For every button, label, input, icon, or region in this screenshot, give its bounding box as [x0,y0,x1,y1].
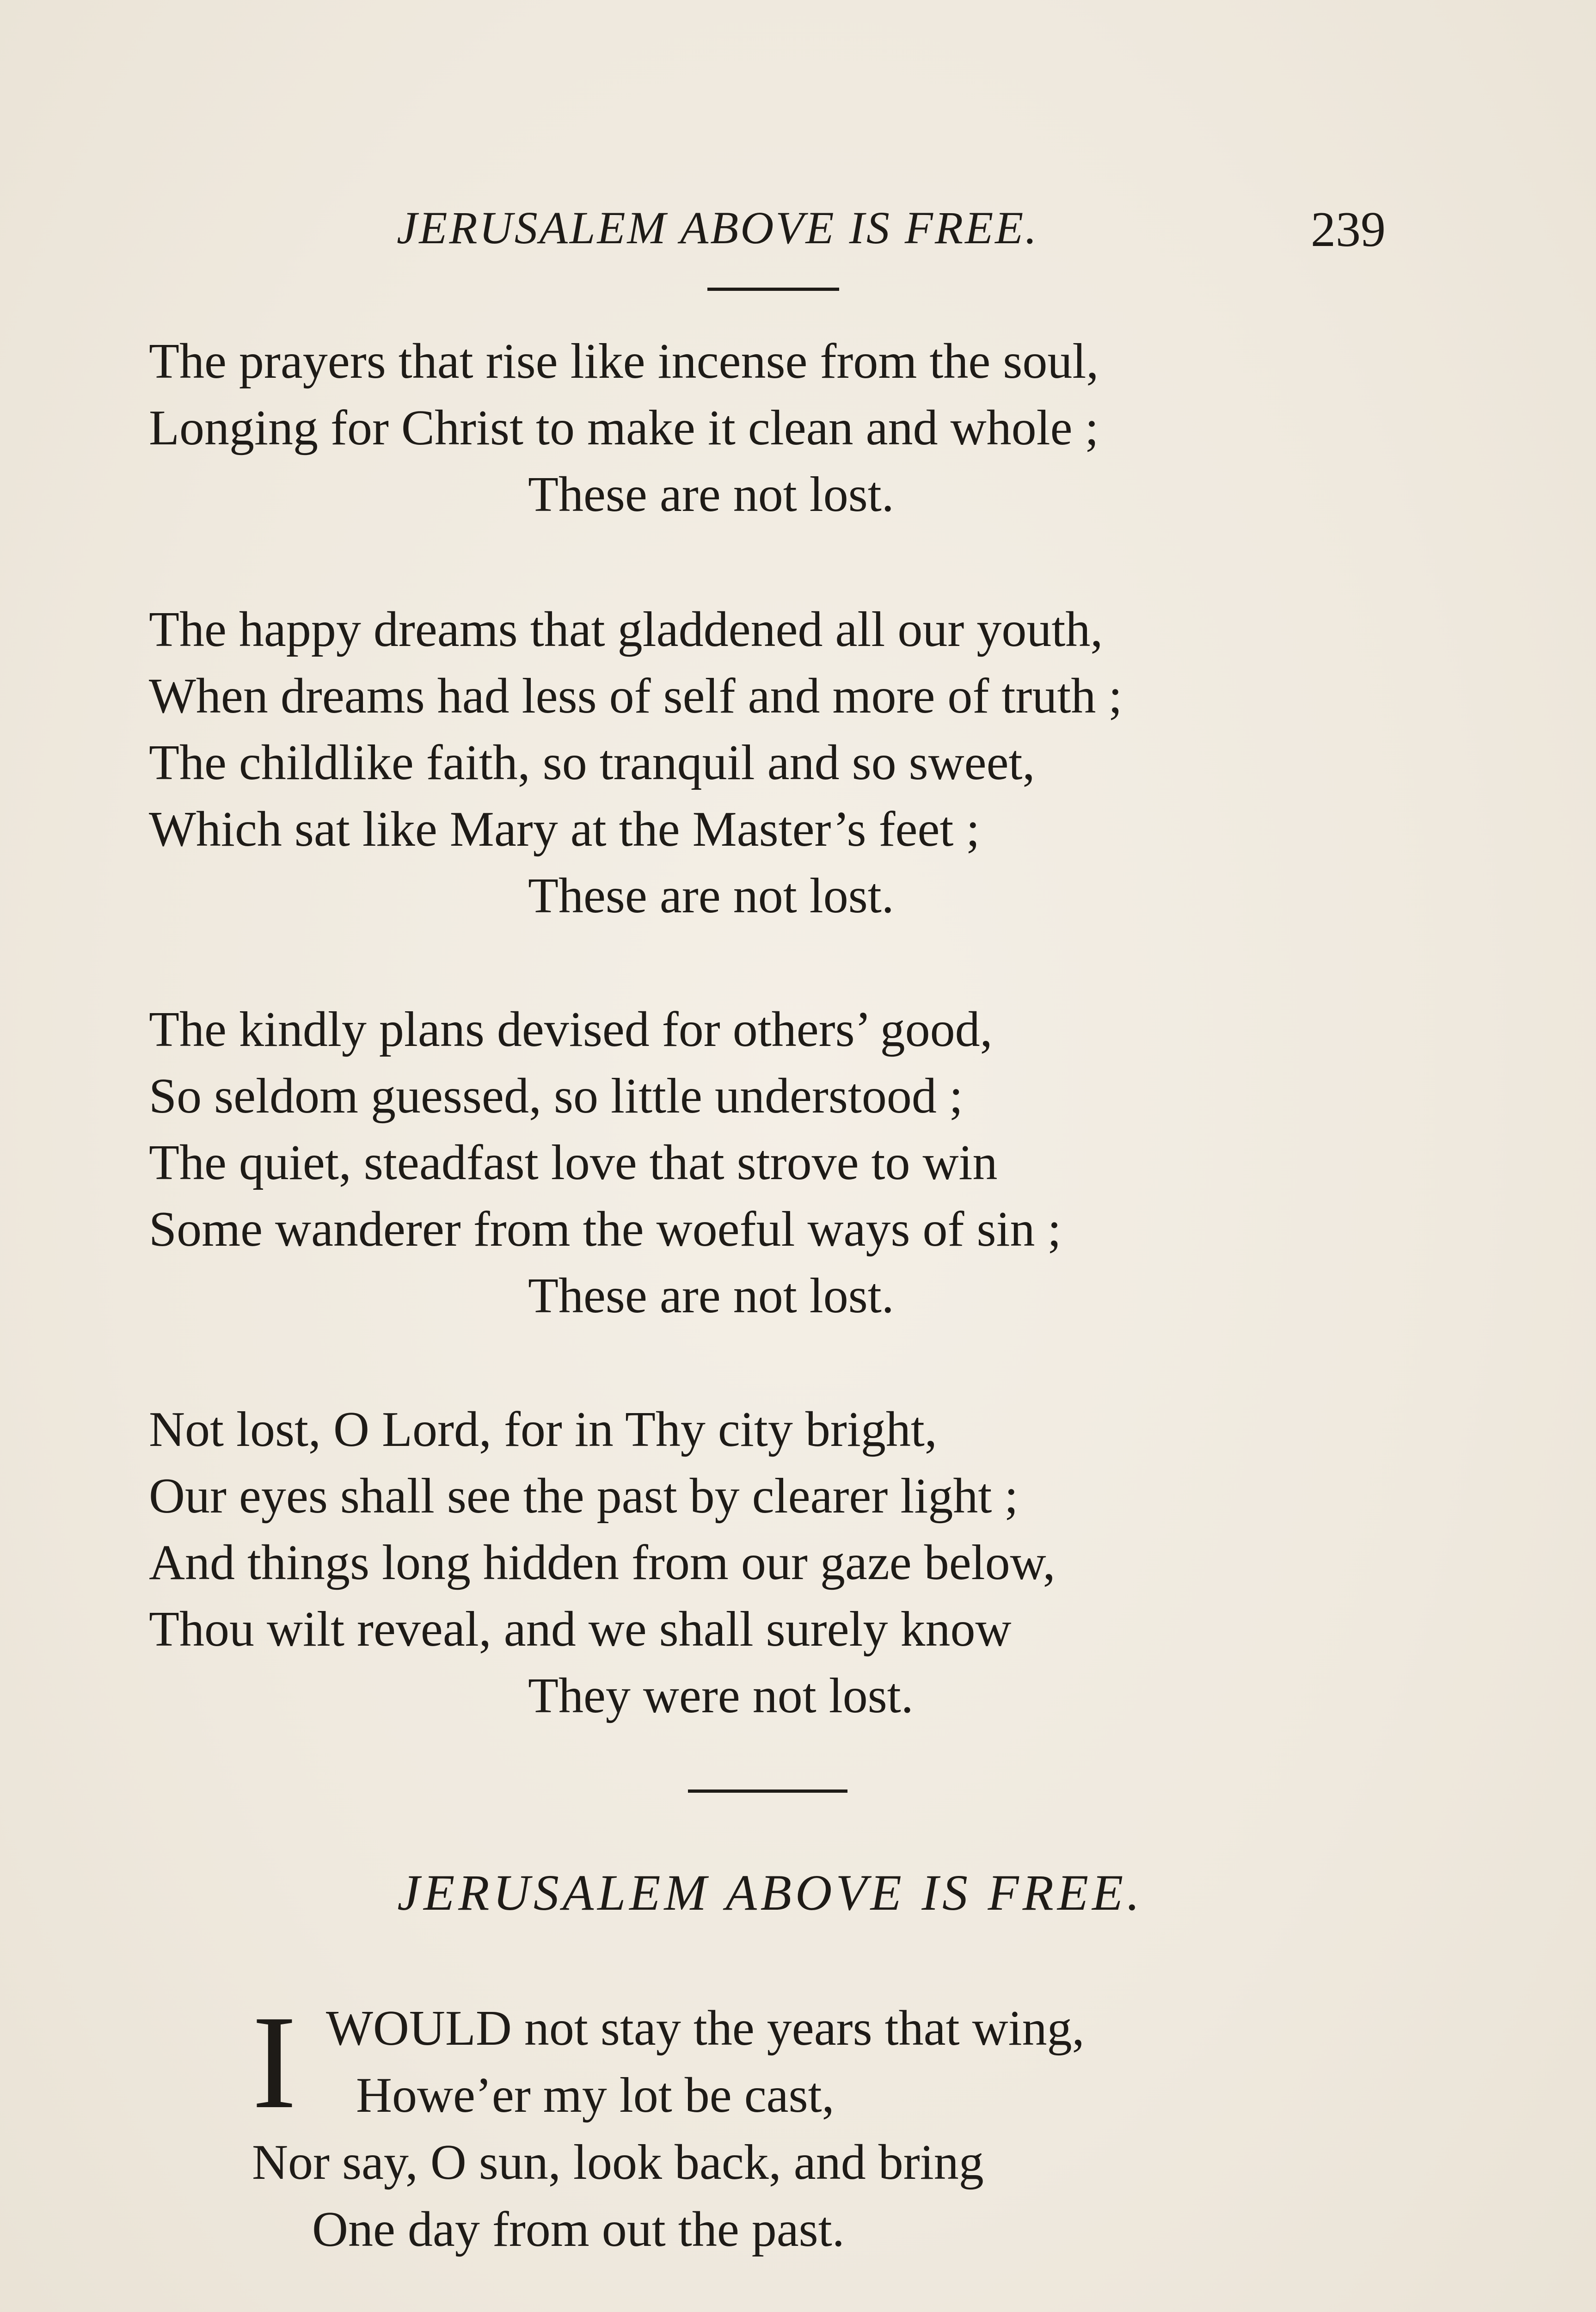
stanza-line: Not lost, O Lord, for in Thy city bright, [149,1402,937,1457]
stanza-line: The kindly plans devised for others’ good, [149,1002,993,1057]
stanza-line: So seldom guessed, so little understood ; [149,1069,963,1124]
stanza-line: Which sat like Mary at the Master’s feet ; [149,802,980,857]
stanza-refrain: These are not lost. [528,1268,894,1323]
stanza-line: Longing for Christ to make it clean and whole ; [149,400,1099,455]
stanza-line: The childlike faith, so tranquil and so sweet, [149,735,1035,790]
poem-line: Nor say, O sun, look back, and bring [252,2135,984,2190]
stanza-4 [149,1396,1434,1729]
stanza-1 [149,328,1434,528]
poem-line: Howe’er my lot be cast, [356,2068,835,2123]
stanza-refrain: These are not lost. [528,467,894,522]
page-number: 239 [1311,202,1386,257]
stanza-line: The prayers that rise like incense from the soul, [149,334,1099,389]
stanza-line: The happy dreams that gladdened all our youth, [149,602,1103,657]
stanza-line: Some wanderer from the woeful ways of sin ; [149,1202,1062,1257]
header-divider [707,288,839,291]
stanza-refrain: These are not lost. [528,868,894,923]
poem-opening [252,1988,1362,2273]
stanza-line: The quiet, steadfast love that strove to win [149,1135,998,1190]
poem-title: JERUSALEM ABOVE IS FREE. [397,1864,1143,1921]
stanza-refrain: They were not lost. [528,1668,914,1723]
stanza-2 [149,596,1434,929]
stanza-3 [149,996,1434,1329]
stanza-line: And things long hidden from our gaze below, [149,1535,1056,1590]
stanza-line: Thou wilt reveal, and we shall surely know [149,1602,1012,1657]
section-divider [688,1789,847,1793]
poem-line: WOULD not stay the years that wing, [326,2001,1085,2056]
running-head [0,192,1596,261]
poem-line: One day from out the past. [312,2202,845,2257]
stanza-line: Our eyes shall see the past by clearer light ; [149,1469,1019,1524]
drop-cap: I [252,1988,297,2136]
running-title: JERUSALEM ABOVE IS FREE. [397,202,1039,253]
stanza-line: When dreams had less of self and more of truth ; [149,669,1123,724]
